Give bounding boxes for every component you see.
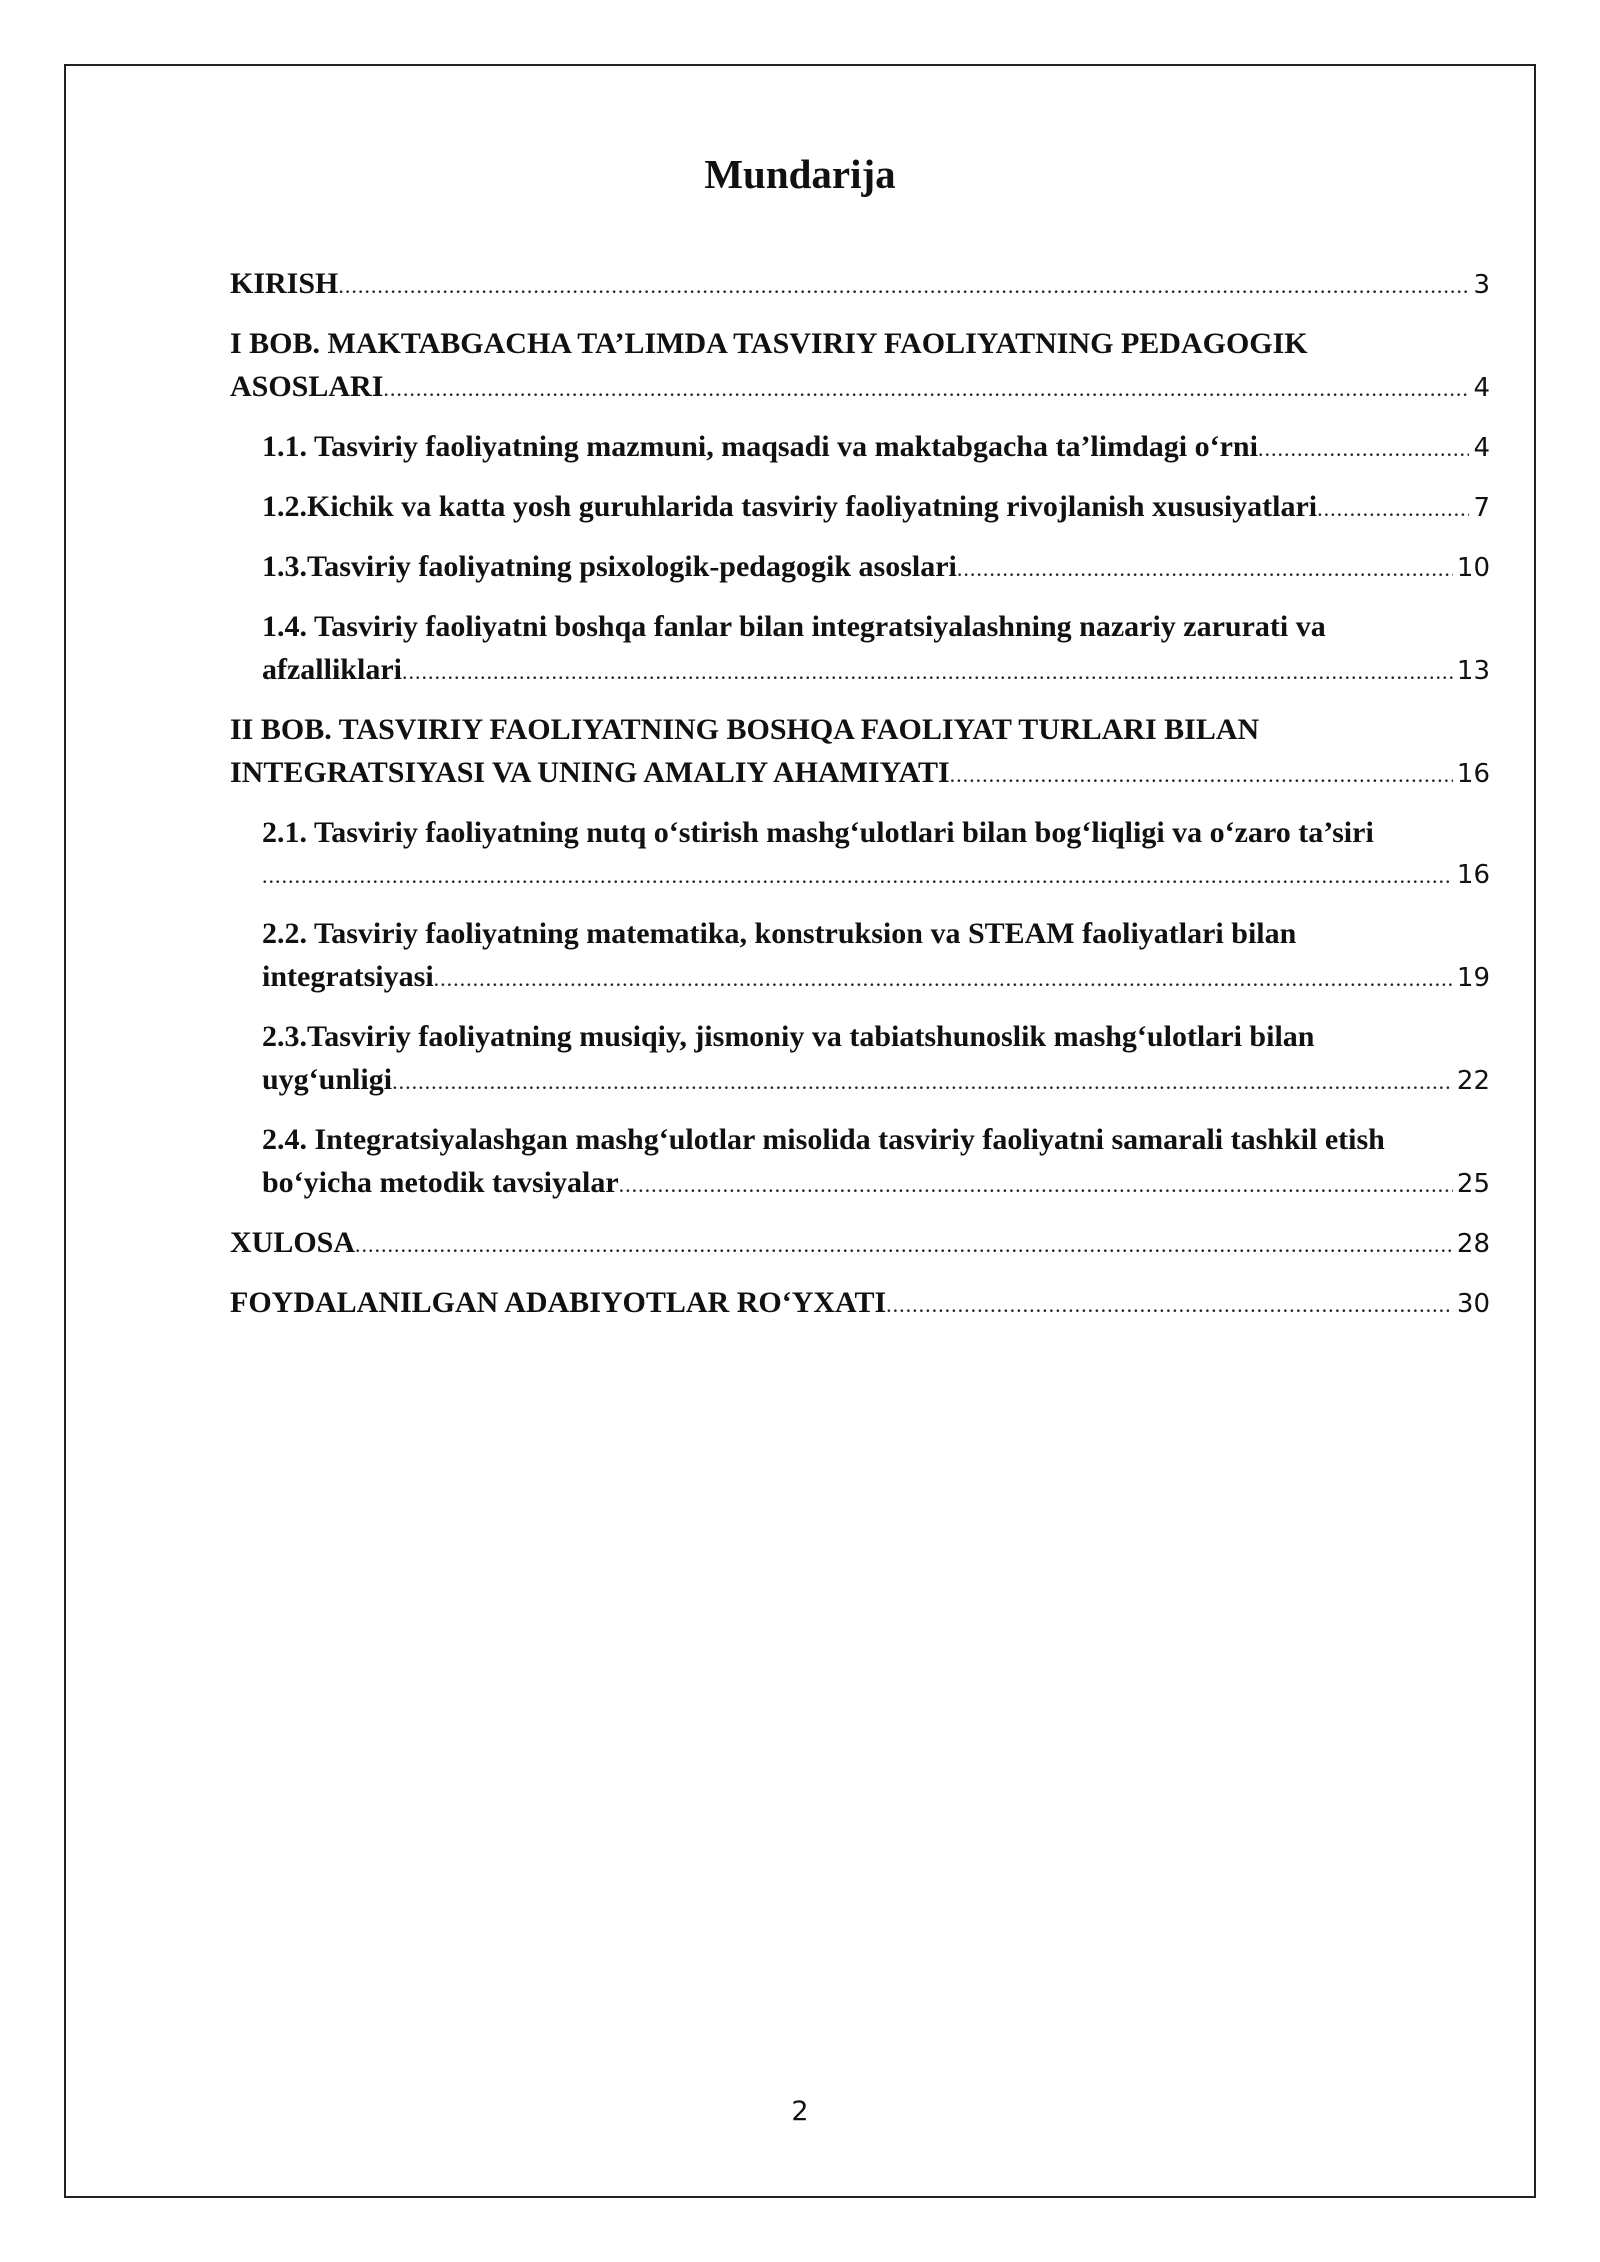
toc-entry-section-1-1[interactable] bbox=[230, 425, 1490, 470]
toc-page-number: 16 bbox=[1456, 759, 1490, 789]
toc-entry-references[interactable] bbox=[230, 1281, 1490, 1326]
page-number: 2 bbox=[791, 2096, 809, 2127]
toc-entry-title: FOYDALANILGAN ADABIYOTLAR RO‘YXATI bbox=[230, 1286, 887, 1319]
leader-dots bbox=[402, 650, 1453, 693]
toc-entry-xulosa[interactable] bbox=[230, 1221, 1490, 1266]
toc-page-number: 7 bbox=[1473, 493, 1490, 523]
leader-dots bbox=[950, 753, 1453, 796]
toc-page-number: 30 bbox=[1456, 1289, 1490, 1319]
leader-dots bbox=[392, 1060, 1453, 1103]
toc-page-number: 28 bbox=[1456, 1229, 1490, 1259]
leader-dots bbox=[262, 854, 1453, 897]
toc-entry-section-2-1[interactable] bbox=[230, 811, 1490, 897]
toc-entry-title-line1: 2.1. Tasviriy faoliyatning nutq o‘stirish mashg‘ulotlari bilan bog‘liqligi va o‘zaro ta’siri bbox=[262, 816, 1374, 849]
toc-entry-title-line1: 2.2. Tasviriy faoliyatning matematika, konstruksion va STEAM faoliyatlari bilan bbox=[262, 917, 1297, 950]
leader-dots bbox=[1317, 487, 1469, 530]
toc-entry-section-1-2[interactable] bbox=[230, 485, 1490, 530]
toc-page-number: 4 bbox=[1473, 433, 1490, 463]
toc-entry-title: 1.1. Tasviriy faoliyatning mazmuni, maqsadi va maktabgacha ta’limdagi o‘rni bbox=[262, 430, 1258, 463]
toc-entry-title: integratsiyasi bbox=[262, 960, 434, 993]
leader-dots bbox=[355, 1223, 1453, 1266]
toc-entry-section-1-3[interactable] bbox=[230, 545, 1490, 590]
toc-entry-title-line1: 2.3.Tasviriy faoliyatning musiqiy, jismoniy va tabiatshunoslik mashg‘ulotlari bilan bbox=[262, 1020, 1315, 1053]
toc-entry-kirish[interactable] bbox=[230, 262, 1490, 307]
toc-entry-section-2-4[interactable] bbox=[230, 1118, 1490, 1206]
toc-entry-section-1-4[interactable] bbox=[230, 605, 1490, 693]
leader-dots bbox=[434, 957, 1453, 1000]
leader-dots bbox=[338, 264, 1469, 307]
toc-entry-section-2-2[interactable] bbox=[230, 912, 1490, 1000]
leader-dots bbox=[886, 1283, 1453, 1326]
toc-entry-section-2-3[interactable] bbox=[230, 1015, 1490, 1103]
toc-entry-chapter-1[interactable] bbox=[230, 322, 1490, 410]
toc-entry-title: afzalliklari bbox=[262, 653, 402, 686]
toc-entry-title: KIRISH bbox=[230, 267, 339, 300]
leader-dots bbox=[619, 1163, 1453, 1206]
toc-entry-title: uyg‘unligi bbox=[262, 1063, 393, 1096]
toc-entry-title: 1.2.Kichik va katta yosh guruhlarida tasviriy faoliyatning rivojlanish xususiyatlari bbox=[262, 490, 1318, 523]
toc-entry-title: XULOSA bbox=[230, 1226, 356, 1259]
toc-page-number: 19 bbox=[1456, 963, 1490, 993]
toc-entry-chapter-2[interactable] bbox=[230, 708, 1490, 796]
toc-entry-title: ASOSLARI bbox=[230, 370, 384, 403]
toc-entry-title: INTEGRATSIYASI VA UNING AMALIY AHAMIYATI bbox=[230, 756, 950, 789]
toc-entry-title-line1: 1.4. Tasviriy faoliyatni boshqa fanlar bilan integratsiyalashning nazariy zarurati va bbox=[262, 610, 1326, 643]
toc-page-number: 16 bbox=[1456, 860, 1490, 890]
leader-dots bbox=[383, 367, 1469, 410]
toc-page-number: 25 bbox=[1456, 1169, 1490, 1199]
toc-page-number: 4 bbox=[1473, 373, 1490, 403]
leader-dots bbox=[957, 547, 1453, 590]
toc-entry-title-line1: I BOB. MAKTABGACHA TA’LIMDA TASVIRIY FAOLIYATNING PEDAGOGIK bbox=[230, 327, 1308, 360]
toc-page-number: 10 bbox=[1456, 553, 1490, 583]
leader-dots bbox=[1258, 427, 1470, 470]
toc-entry-title-line1: 2.4. Integratsiyalashgan mashg‘ulotlar misolida tasviriy faoliyatni samarali tashkil etish bbox=[262, 1123, 1385, 1156]
page-title: Mundarija bbox=[704, 151, 896, 197]
table-of-contents bbox=[230, 262, 1490, 1341]
toc-page-number: 22 bbox=[1456, 1066, 1490, 1096]
toc-page-number: 13 bbox=[1456, 656, 1490, 686]
toc-entry-title: 1.3.Tasviriy faoliyatning psixologik-pedagogik asoslari bbox=[262, 550, 957, 583]
toc-page-number: 3 bbox=[1473, 270, 1490, 300]
toc-entry-title-line1: II BOB. TASVIRIY FAOLIYATNING BOSHQA FAOLIYAT TURLARI BILAN bbox=[230, 713, 1260, 746]
toc-entry-title: bo‘yicha metodik tavsiyalar bbox=[262, 1166, 619, 1199]
